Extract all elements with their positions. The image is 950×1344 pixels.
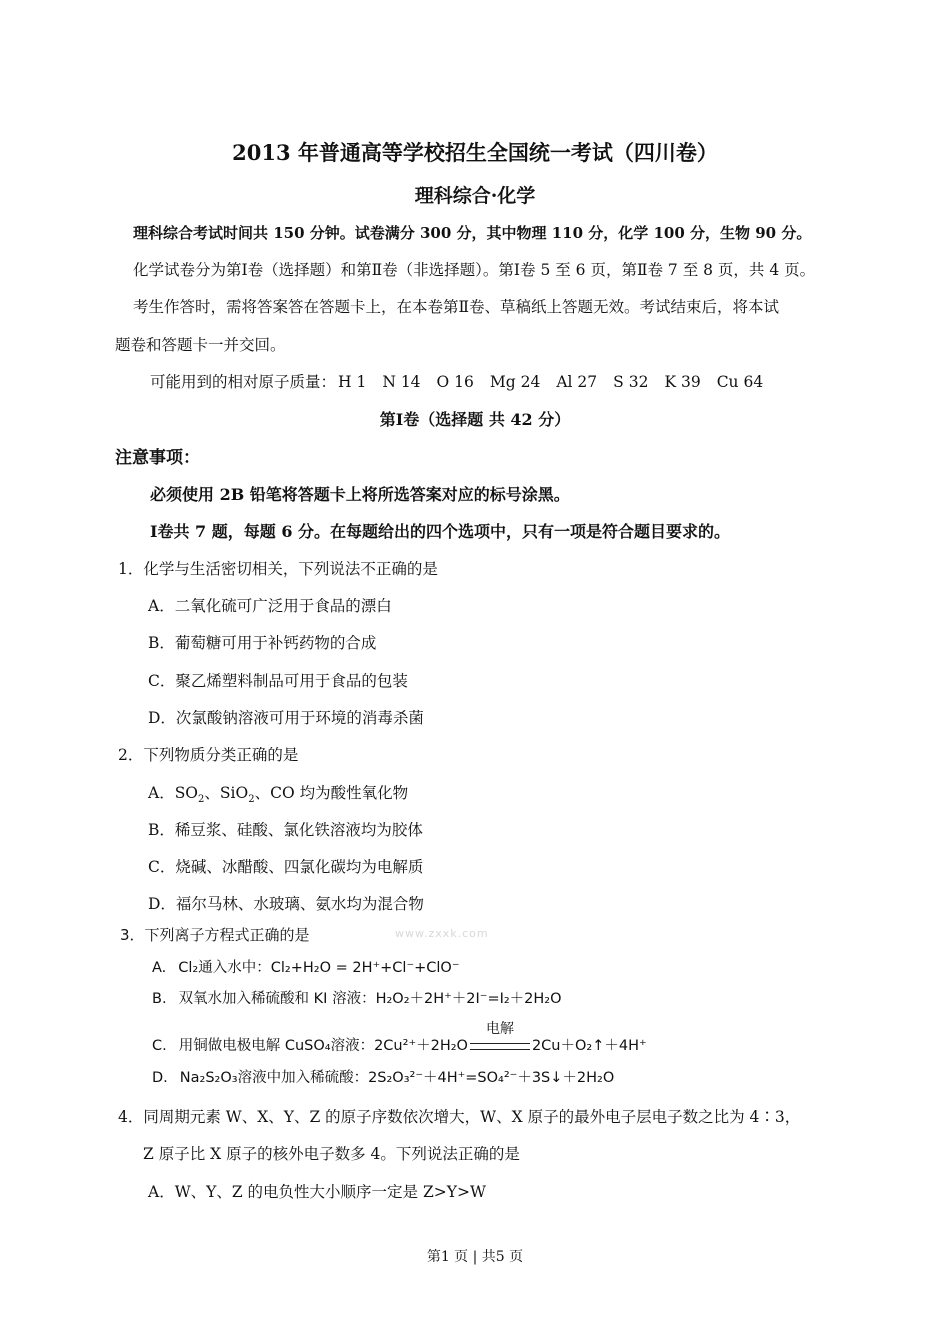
option-text: A．SO (148, 784, 199, 802)
atom-mass: K 39 (664, 373, 701, 391)
atomic-masses-label: 可能用到的相对原子质量： (150, 373, 337, 391)
atom-mass: H 1 (338, 373, 367, 391)
watermark: www.zxxk.com (395, 927, 489, 940)
notice-pencil: 必须使用 2B 铅笔将答题卡上将所选答案对应的标号涂黑。 (150, 485, 570, 504)
option-text: 、SiO (204, 784, 249, 802)
notice-scoring: Ⅰ卷共 7 题，每题 6 分。在每题给出的四个选项中，只有一项是符合题目要求的。 (150, 522, 731, 541)
exam-title: 2013 年普通高等学校招生全国统一考试（四川卷） (232, 140, 718, 165)
question-3-option-c (152, 1021, 647, 1057)
question-4-stem: 4．同周期元素 W、X、Y、Z 的原子序数依次增大，W、X 原子的最外电子层电子数之比为 4∶3， (118, 1108, 801, 1126)
exam-subtitle: 理科综合·化学 (414, 185, 536, 207)
question-1-option-a: A．二氧化硫可广泛用于食品的漂白 (148, 597, 392, 615)
question-3-option-b (152, 988, 562, 1010)
intro-time-score: 理科综合考试时间共 150 分钟。试卷满分 300 分，其中物理 110 分，化学 100 分，生物 90 分。 (133, 224, 812, 242)
option-text: 双氧水加入稀硫酸和 KI 溶液：H₂O₂＋2H⁺＋2I⁻=I₂＋2H₂O (178, 991, 562, 1007)
question-2-option-c: C．烧碱、冰醋酸、四氯化碳均为电解质 (148, 858, 424, 876)
question-2-option-d: D．福尔马林、水玻璃、氨水均为混合物 (148, 895, 424, 913)
atom-mass: S 32 (613, 373, 649, 391)
notice-label: 注意事项： (115, 448, 200, 468)
question-4-option-a: A．W、Y、Z 的电负性大小顺序一定是 Z>Y>W (148, 1183, 486, 1201)
option-text: Na₂S₂O₃溶液中加入稀硫酸：2S₂O₃²⁻＋4H⁺=SO₄²⁻＋3S↓＋2H₂O (179, 1070, 615, 1086)
atom-mass: Cu 64 (716, 373, 764, 391)
atomic-masses (150, 371, 779, 393)
question-1-option-d: D．次氯酸钠溶液可用于环境的消毒杀菌 (148, 709, 424, 727)
electrolysis-arrow (470, 1021, 530, 1057)
question-3-option-d (152, 1067, 614, 1089)
intro-instructions: 考生作答时，需将答案答在答题卡上，在本卷第Ⅱ卷、草稿纸上答题无效。考试结束后，将本试 (133, 298, 780, 316)
option-text: 、CO 均为酸性氧化物 (254, 784, 409, 802)
option-label: A. (152, 960, 167, 976)
question-4-stem-cont: Z 原子比 X 原子的核外电子数多 4。下列说法正确的是 (143, 1145, 520, 1163)
page-footer: 第1 页 | 共5 页 (426, 1249, 524, 1265)
question-2-option-b: B．稀豆浆、硅酸、氯化铁溶液均为胶体 (148, 821, 423, 839)
atom-mass: O 16 (436, 373, 474, 391)
electrolysis-condition: 电解 (485, 1021, 514, 1037)
question-2-option-a: A．$SO_2$、SiO$_2$、CO 均为酸性氧化物 (148, 784, 409, 806)
section-heading: 第Ⅰ卷（选择题 共 42 分） (379, 410, 571, 429)
option-label: B. (152, 991, 167, 1007)
question-2-stem: 2．下列物质分类正确的是 (118, 746, 299, 764)
option-text: Cl₂通入水中：Cl₂+H₂O = 2H⁺+Cl⁻+ClO⁻ (178, 960, 460, 976)
option-label: D. (152, 1070, 168, 1086)
question-1-option-c: C．聚乙烯塑料制品可用于食品的包装 (148, 672, 408, 690)
option-text: 2Cu＋O₂↑＋4H⁺ (531, 1038, 647, 1054)
question-3-option-a (152, 957, 459, 979)
option-text: 用铜做电极电解 CuSO₄溶液：2Cu²⁺＋2H₂O (178, 1038, 468, 1054)
atom-mass: Mg 24 (489, 373, 541, 391)
question-3-stem: 3．下列离子方程式正确的是 (120, 926, 310, 944)
atom-mass: N 14 (382, 373, 421, 391)
intro-instructions-cont: 题卷和答题卡一并交回。 (115, 336, 286, 354)
option-label: C. (152, 1038, 167, 1054)
question-1-option-b: B．葡萄糖可用于补钙药物的合成 (148, 634, 377, 652)
atom-mass: Al 27 (556, 373, 598, 391)
intro-structure: 化学试卷分为第Ⅰ卷（选择题）和第Ⅱ卷（非选择题）。第Ⅰ卷 5 至 6 页，第Ⅱ卷 7 至 8 页，共 4 页。 (133, 261, 816, 279)
question-1-stem: 1．化学与生活密切相关，下列说法不正确的是 (118, 560, 438, 578)
